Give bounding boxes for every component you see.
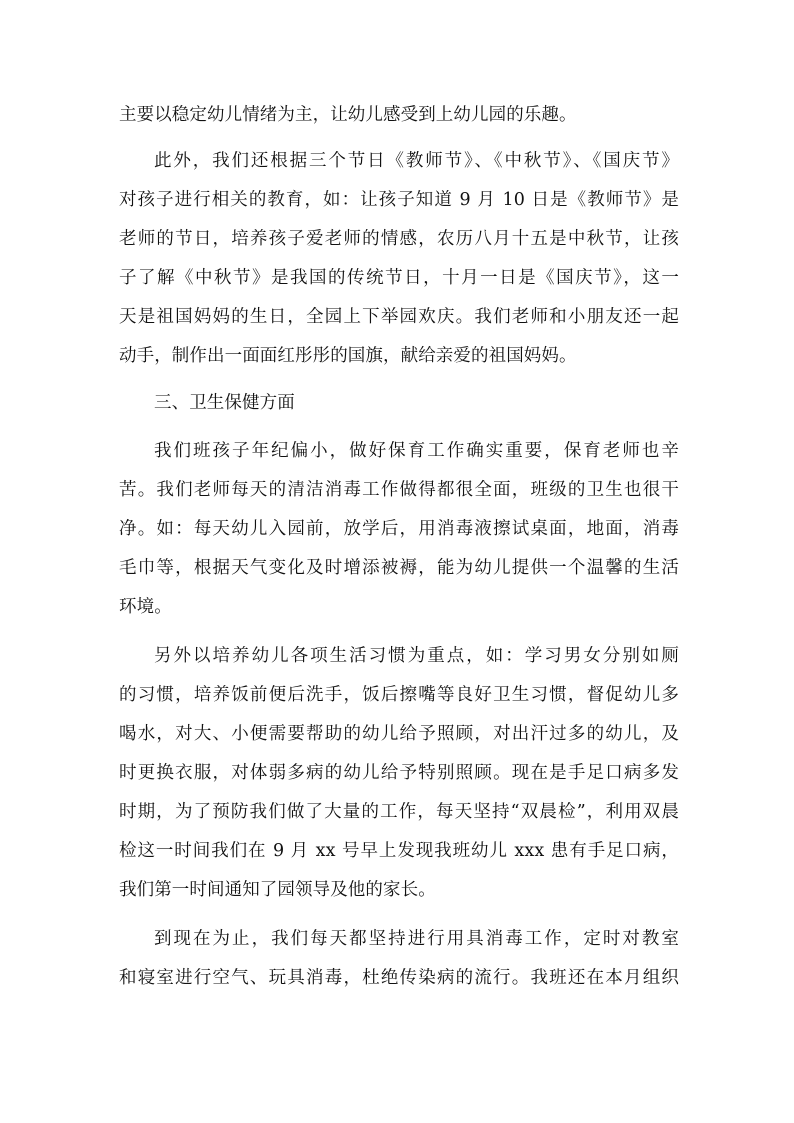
text-line: 喝水，对大、小便需要帮助的幼儿给予照顾，对出汗过多的幼儿，及 [119, 724, 679, 744]
text-line: 和寝室进行空气、玩具消毒，杜绝传染病的流行。我班还在本月组织 [119, 968, 679, 988]
text-line: 子了解《中秋节》是我国的传统节日，十月一日是《国庆节》，这一 [119, 268, 679, 288]
section-heading: 三、卫生保健方面 [154, 393, 295, 413]
text-line: 到现在为止，我们每天都坚持进行用具消毒工作，定时对教室 [154, 929, 679, 949]
text-line: 环境。 [119, 597, 172, 617]
text-line: 对孩子进行相关的教育，如：让孩子知道 9 月 10 日是《教师节》是 [119, 190, 679, 210]
text-line: 另外以培养幼儿各项生活习惯为重点，如：学习男女分别如厕 [154, 646, 679, 666]
text-line: 我们班孩子年纪偏小，做好保育工作确实重要，保育老师也辛 [154, 441, 679, 461]
text-line: 时期，为了预防我们做了大量的工作，每天坚持“双晨检”，利用双晨 [119, 802, 679, 822]
text-line: 时更换衣服，对体弱多病的幼儿给予特别照顾。现在是手足口病多发 [119, 763, 679, 783]
text-line: 苦。我们老师每天的清洁消毒工作做得都很全面，班级的卫生也很干 [119, 480, 679, 500]
text-line: 毛巾等，根据天气变化及时增添被褥，能为幼儿提供一个温馨的生活 [119, 558, 679, 578]
text-line: 动手，制作出一面面红彤彤的国旗，献给亲爱的祖国妈妈。 [119, 346, 577, 366]
text-line: 天是祖国妈妈的生日，全园上下举园欢庆。我们老师和小朋友还一起 [119, 307, 679, 327]
text-line: 我们第一时间通知了园领导及他的家长。 [119, 880, 436, 900]
text-line: 净。如：每天幼儿入园前，放学后，用消毒液擦试桌面，地面，消毒 [119, 519, 679, 539]
text-line: 老师的节日，培养孩子爱老师的情感，农历八月十五是中秋节，让孩 [119, 229, 679, 249]
text-line: 检这一时间我们在 9 月 xx 号早上发现我班幼儿 xxx 患有手足口病， [119, 841, 679, 861]
text-line: 此外，我们还根据三个节日《教师节》、《中秋节》、《国庆节》 [154, 151, 679, 171]
text-line: 的习惯，培养饭前便后洗手，饭后擦嘴等良好卫生习惯，督促幼儿多 [119, 685, 679, 705]
text-line: 主要以稳定幼儿情绪为主，让幼儿感受到上幼儿园的乐趣。 [119, 105, 577, 125]
